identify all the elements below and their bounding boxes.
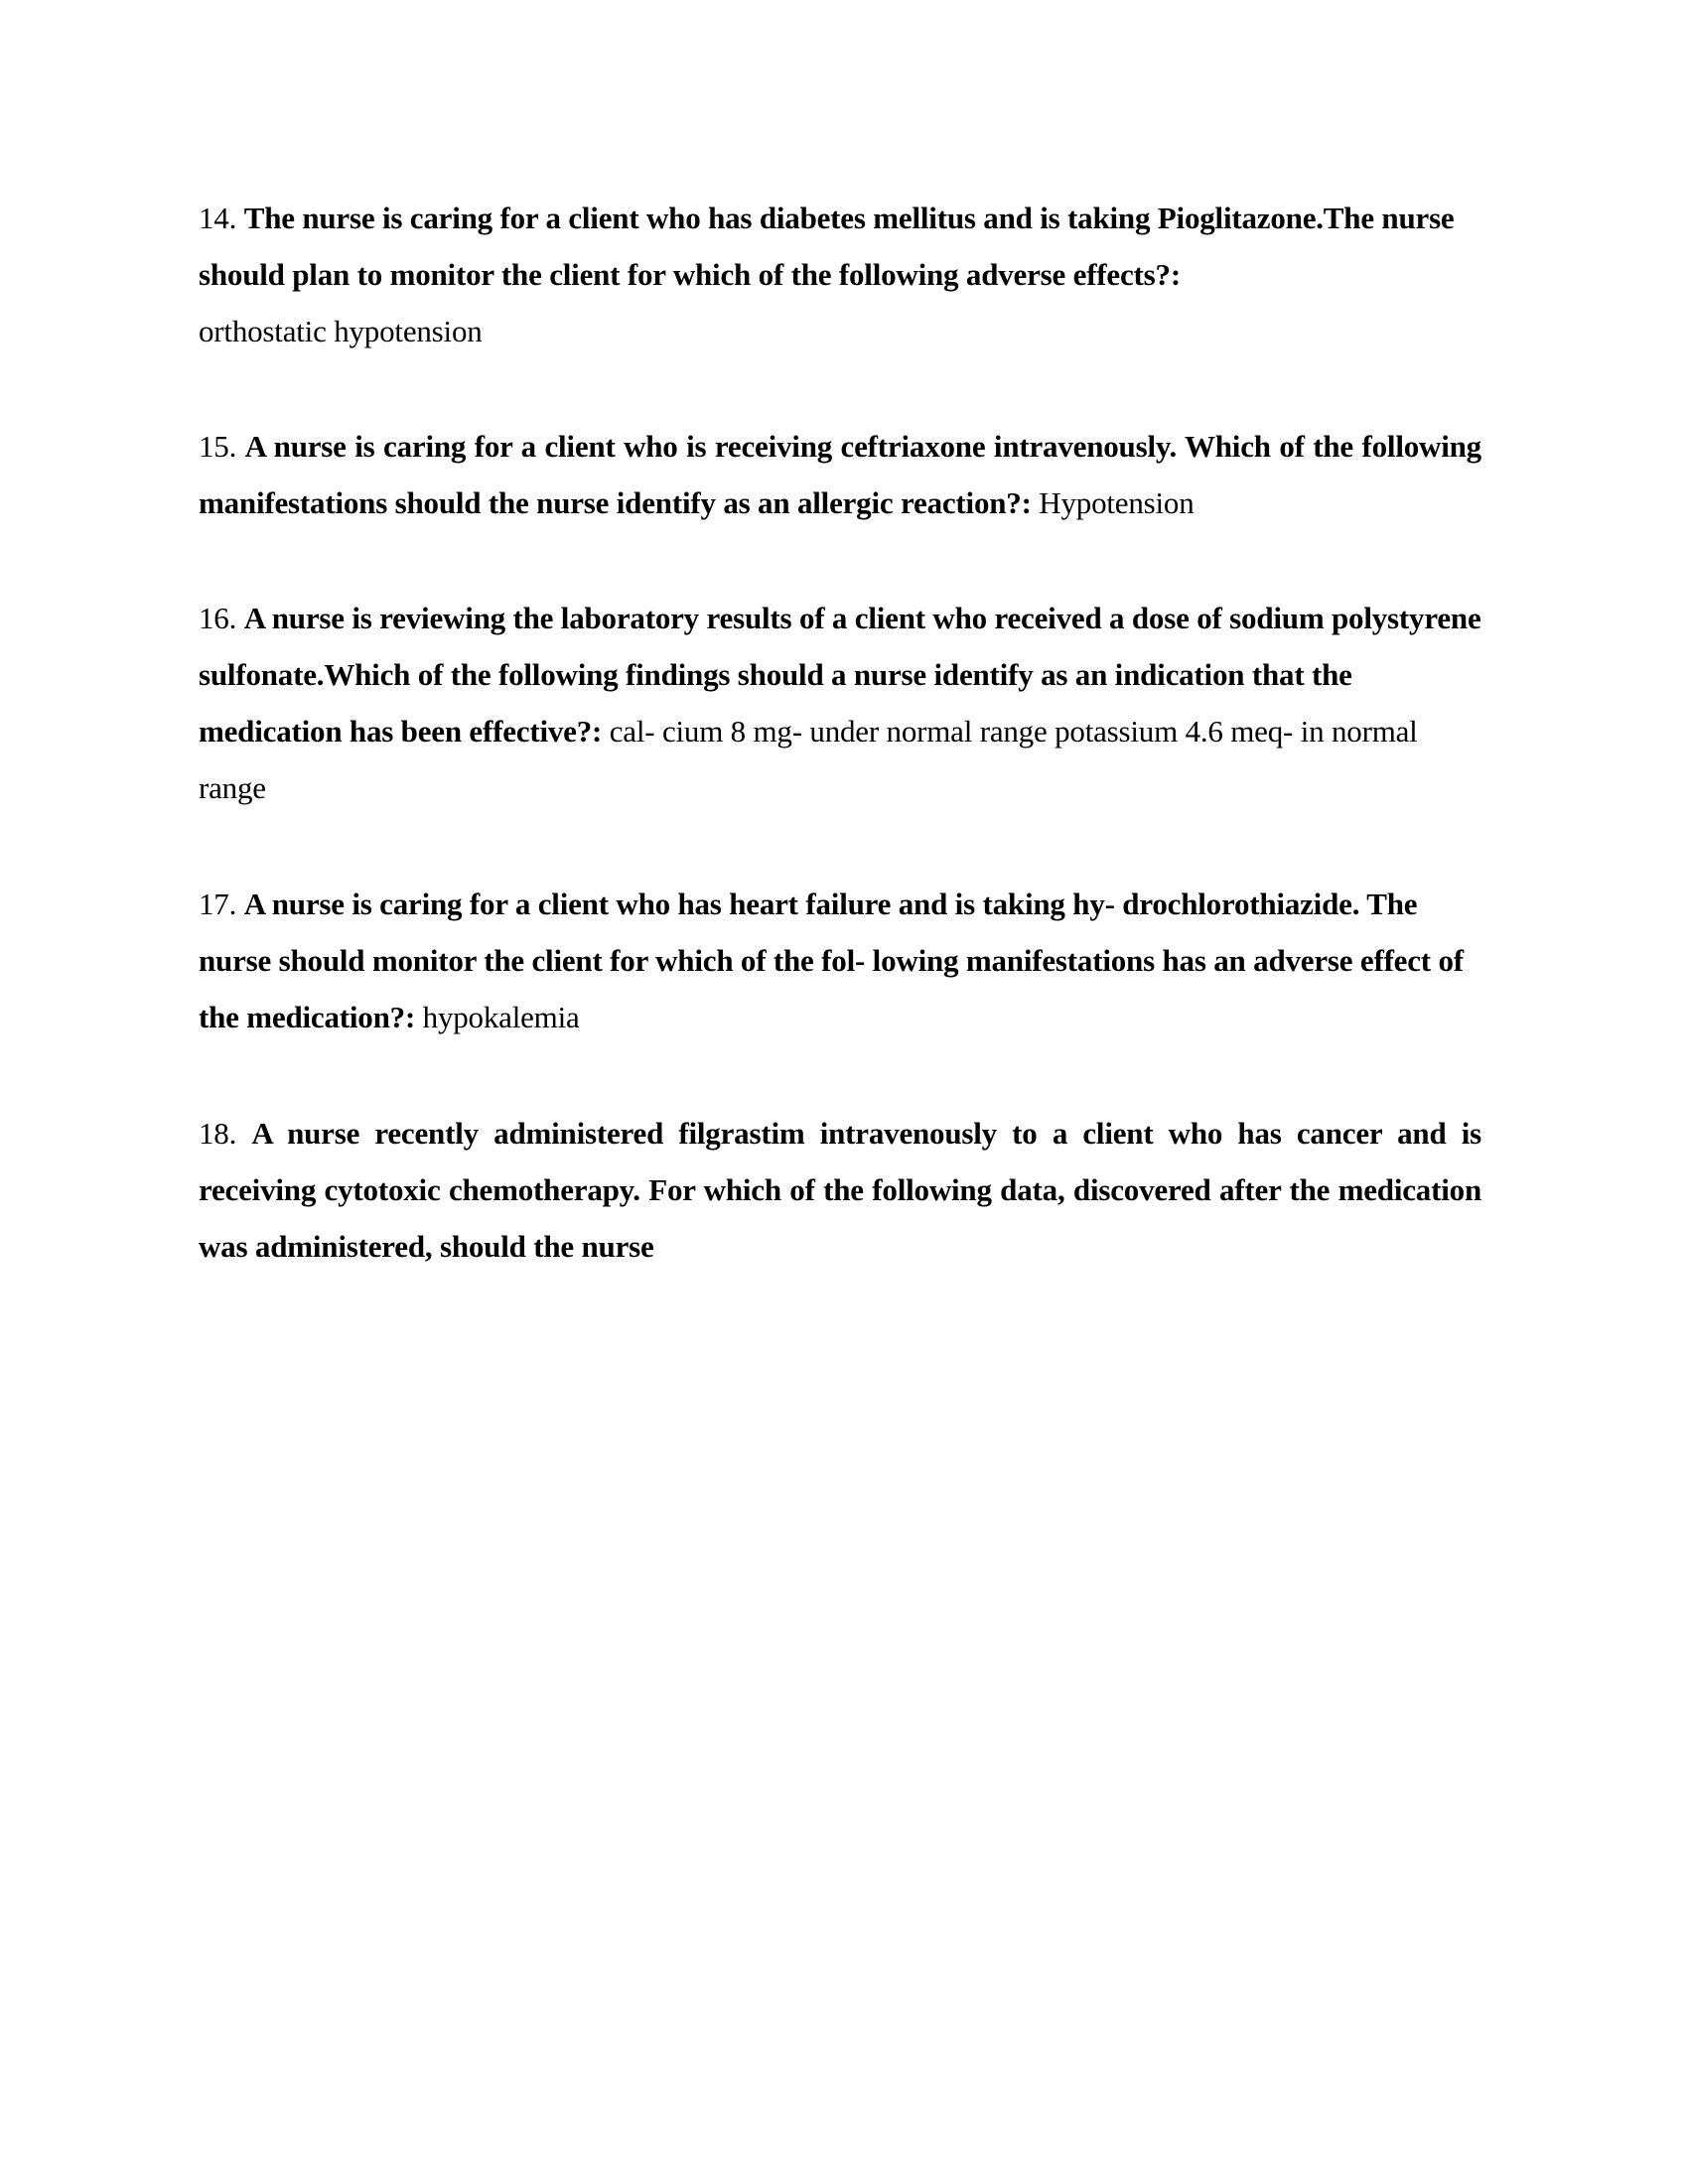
question-text: A nurse recently administered filgrastim intravenously to a client who has cancer and is receiving cytotoxic chemotherapy. For which of the following data, discovered after the medication was administered, should the nurse bbox=[199, 1116, 1481, 1264]
question-number: 16. bbox=[199, 601, 237, 635]
question-text: A nurse is reviewing the laboratory results of a client who received a dose of sodium polystyrene sulfonate.Which of the following findings should a nurse identify as an indication that the medication has been effective?: bbox=[199, 601, 1481, 749]
answer-text: cal- cium 8 mg- under normal range potassium 4.6 meq- in normal range bbox=[199, 714, 1418, 805]
answer-text: Hypotension bbox=[1039, 485, 1195, 520]
answer-text: orthostatic hypotension bbox=[199, 314, 483, 348]
question-item-18 bbox=[199, 1105, 1481, 1275]
question-item-15 bbox=[199, 418, 1481, 531]
question-number: 18. bbox=[199, 1116, 237, 1151]
question-number: 17. bbox=[199, 887, 237, 921]
question-number: 15. bbox=[199, 429, 237, 464]
question-item-17 bbox=[199, 876, 1481, 1045]
question-item-14 bbox=[199, 190, 1481, 359]
question-number: 14. bbox=[199, 201, 237, 235]
question-text: A nurse is caring for a client who is receiving ceftriaxone intravenously. Which of the following manifestations should the nurse identify as an allergic reaction?: bbox=[199, 429, 1481, 520]
answer-text: hypokalemia bbox=[422, 1000, 580, 1034]
question-text: A nurse is caring for a client who has heart failure and is taking hy- drochlorothiazide. The nurse should monitor the client for which of the fol- lowing manifestations has an adverse effect of the medication?: bbox=[199, 887, 1464, 1034]
question-item-16 bbox=[199, 590, 1481, 816]
question-text: The nurse is caring for a client who has diabetes mellitus and is taking Pioglitazone.The nurse should plan to monitor the client for which of the following adverse effects?: bbox=[199, 201, 1455, 292]
